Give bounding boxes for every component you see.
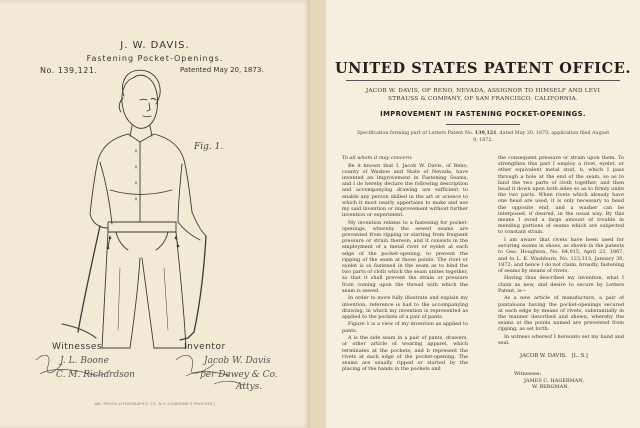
paragraph: My invention relates to a fastening for pocket-openings, whereby the sewed seams are prevented from ripping or starting from frequent pressure or strain thereon; and it consists in the employment of a metal rivet or eyelet at each edge of the pocket-opening, to prevent the ripping of the seam at those points. The rivet or eyelet is so fastened in the seam as to bind the two parts of cloth which the seam unites together, so that it shall prevent the strain or pressure from coming upon the thread with which the seam is sewed.	[342, 219, 468, 294]
short-rule	[446, 124, 520, 125]
paragraph: As a new article of manufacture, a pair of pantaloons having the pocket-openings secured at each edge by means of rivets, substantially in the manner described and shown, whereby the seams at the points named are prevented from ripping, as set forth.	[498, 295, 624, 333]
drawing-subtitle: Fastening Pocket-Openings.	[86, 54, 224, 63]
page-gutter	[310, 0, 326, 428]
witnesses-heading: Witnesses:	[514, 371, 542, 377]
paragraph: In order to more fully illustrate and explain my invention, reference is had to the accompanying drawing, in which my invention is represented as applied to the pockets of a pair of pants.	[342, 295, 468, 320]
paragraph: the consequent pressure or strain upon them. To strengthen this part I employ a rivet, eyelet, or other equivalent metal stud, b, which I pass through a hole at the end of the seam, so as to bind the two parts of cloth together, and then head it down upon both sides so as to firmly unite the two parts. When rivets which already have one head are used, it is only necessary to head the opposite end, and a washer can be interposed, if desired, in the usual way. By this means I avoid a large amount of trouble in mending portions of seams which are subjected to constant strain.	[498, 155, 624, 236]
lithograph-footer: AM. PHOTO-LITHOGRAPHIC CO. N.Y. (OSBORNE'S PROCESS.)	[94, 402, 216, 406]
spec-text-b: , dated May 20, 1873; application filed August 9, 1872.	[473, 131, 610, 143]
attorney-suffix: Attys.	[236, 382, 263, 392]
paragraph: Having thus described my invention, what I claim as new, and desire to secure by Letters Patent, is—	[498, 275, 624, 294]
figure-label: Fig. 1.	[194, 142, 224, 152]
witness-signature-2: C. M. Richardson	[56, 370, 135, 380]
title-rule	[346, 80, 620, 81]
inventor-signature: Jacob W. Davis	[204, 356, 271, 366]
text-column-right	[498, 155, 624, 348]
patent-drawing-page	[0, 0, 310, 428]
drawing-title: J. W. DAVIS.	[120, 40, 190, 51]
signature-line	[520, 353, 588, 359]
office-title: UNITED STATES PATENT OFFICE.	[334, 60, 632, 77]
witness-block	[514, 371, 584, 391]
paragraph: Figure 1 is a view of my invention as applied to pants.	[342, 321, 468, 334]
witnesses-label: Witnesses	[52, 342, 103, 352]
paragraph: In witness whereof I hereunto set my hand and seal.	[498, 333, 624, 347]
assignor-line: JACOB W. DAVIS, OF RENO, NEVADA, ASSIGNOR TO HIMSELF AND LEVI STRAUSS & COMPANY, OF SAN FRANCISCO, CALIFORNIA.	[365, 88, 601, 102]
attorney-signature: per Dewey & Co.	[200, 370, 278, 380]
patented-date: Patented May 20, 1873.	[180, 66, 264, 74]
witness-signature-1: J. L. Boone	[60, 356, 109, 366]
patent-specification-page	[326, 0, 640, 428]
paragraph: I am aware that rivets have been used for securing seams in shoes, as shown in the patents to Geo. Houghton, No. 64,015, April 23, 1867, and to L. K. Washburn, No. 123,313, January 30, 1872; and hence I do not claim, broadly, fastening of seams by means of rivets.	[498, 236, 624, 274]
signature-name: JACOB W. DAVIS.	[520, 353, 567, 359]
paragraph: A is the side seam in a pair of pants, drawers, or other article of wearing apparel, which terminates at the pockets; and b represent the rivets at each edge of the pocket-opening. The seams are usually ripped or started by the placing of the hands in the pockets and	[342, 335, 468, 373]
specification-line	[356, 130, 610, 144]
witness-name-1: JAMES C. HAGERMAN,	[524, 377, 584, 384]
spec-text-a: Specification forming part of Letters Patent No.	[356, 131, 475, 136]
inventor-label: Inventor	[184, 342, 226, 352]
seal-mark: [L. S.]	[571, 353, 588, 359]
salutation: To all whom it may concern:	[342, 155, 413, 161]
witness-name-2: W. BERGMAN.	[532, 384, 569, 390]
patent-number: No. 139,121.	[40, 66, 98, 75]
spec-number: 139,121	[474, 130, 497, 136]
text-column-left	[342, 155, 468, 374]
paragraph: Be it known that I, Jacob W. Davis, of Reno, county of Washoe and State of Nevada, have invented an Improvement in Fastening Seams; and I do hereby declare the following description and accompanying drawing are sufficient to enable any person skilled in the art or science to which it most nearly appertains to make and use my said invention or improvement without further invention or experiment.	[342, 162, 468, 219]
improvement-title: IMPROVEMENT IN FASTENING POCKET-OPENINGS.	[380, 110, 586, 118]
